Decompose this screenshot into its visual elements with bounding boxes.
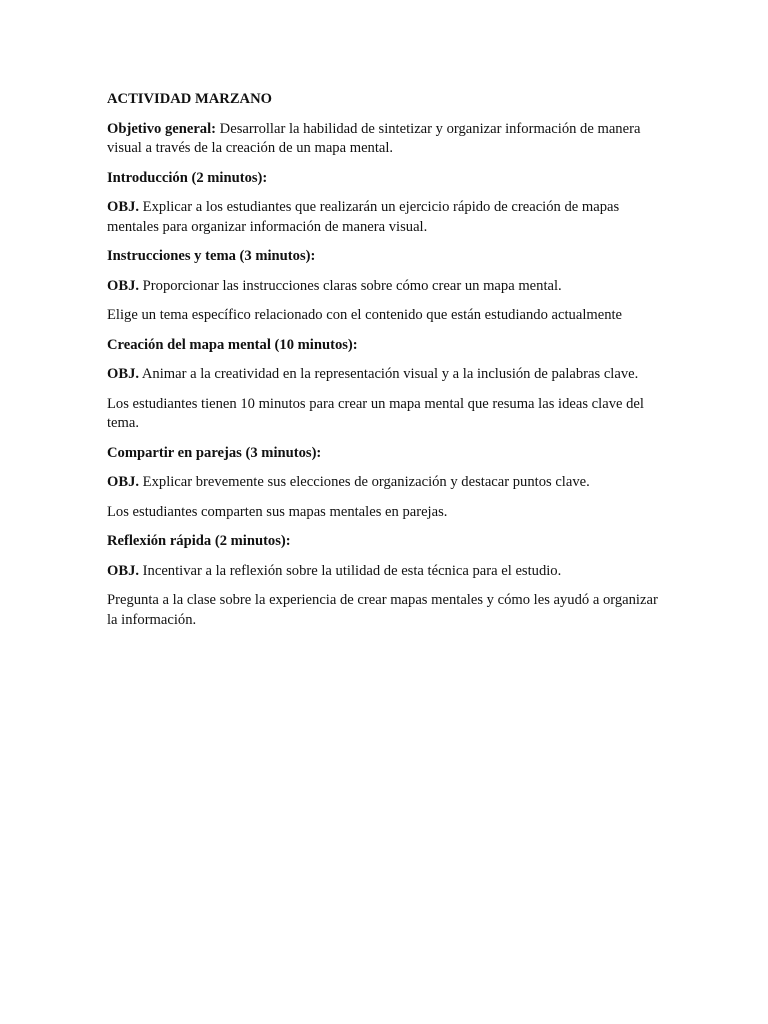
document-page bbox=[107, 90, 667, 640]
objective-label: Objetivo general: bbox=[107, 120, 217, 137]
section-body: Pregunta a la clase sobre la experiencia de crear mapas mentales y cómo les ayudó a organizar la información. bbox=[107, 592, 658, 628]
obj-label: OBJ. bbox=[107, 562, 140, 579]
obj-text: Proporcionar las instrucciones claras sobre cómo crear un mapa mental. bbox=[139, 277, 562, 294]
document-title: ACTIVIDAD MARZANO bbox=[107, 91, 272, 107]
section-heading: Compartir en parejas (3 minutos): bbox=[107, 444, 322, 461]
section-objective bbox=[107, 473, 667, 493]
objective-text: Desarrollar la habilidad de sintetizar y organizar información de manera visual a través de la creación de un mapa mental. bbox=[107, 120, 641, 156]
section-heading: Reflexión rápida (2 minutos): bbox=[107, 533, 291, 549]
obj-text: Incentivar a la reflexión sobre la utilidad de esta técnica para el estudio. bbox=[139, 562, 562, 579]
obj-text: Explicar a los estudiantes que realizarán un ejercicio rápido de creación de mapas mentales para organizar información de manera visual. bbox=[107, 199, 620, 235]
section-objective bbox=[107, 277, 667, 297]
section-objective bbox=[107, 198, 667, 237]
obj-text: Animar a la creatividad en la representación visual y a la inclusión de palabras clave. bbox=[139, 366, 639, 382]
obj-label: OBJ. bbox=[107, 277, 140, 294]
section-objective bbox=[107, 562, 667, 582]
section-objective bbox=[107, 365, 667, 385]
section-body: Elige un tema específico relacionado con el contenido que están estudiando actualmente bbox=[107, 307, 623, 323]
obj-label: OBJ. bbox=[107, 366, 140, 382]
obj-text: Explicar brevemente sus elecciones de organización y destacar puntos clave. bbox=[139, 474, 590, 490]
section-heading: Instrucciones y tema (3 minutos): bbox=[107, 248, 316, 264]
section-heading: Introducción (2 minutos): bbox=[107, 169, 268, 186]
obj-label: OBJ. bbox=[107, 199, 140, 215]
obj-label: OBJ. bbox=[107, 474, 140, 490]
section-heading: Creación del mapa mental (10 minutos): bbox=[107, 336, 358, 353]
section-body: Los estudiantes comparten sus mapas mentales en parejas. bbox=[107, 503, 448, 520]
objective-paragraph bbox=[107, 120, 667, 159]
section-body: Los estudiantes tienen 10 minutos para crear un mapa mental que resuma las ideas clave del tema. bbox=[107, 395, 644, 431]
